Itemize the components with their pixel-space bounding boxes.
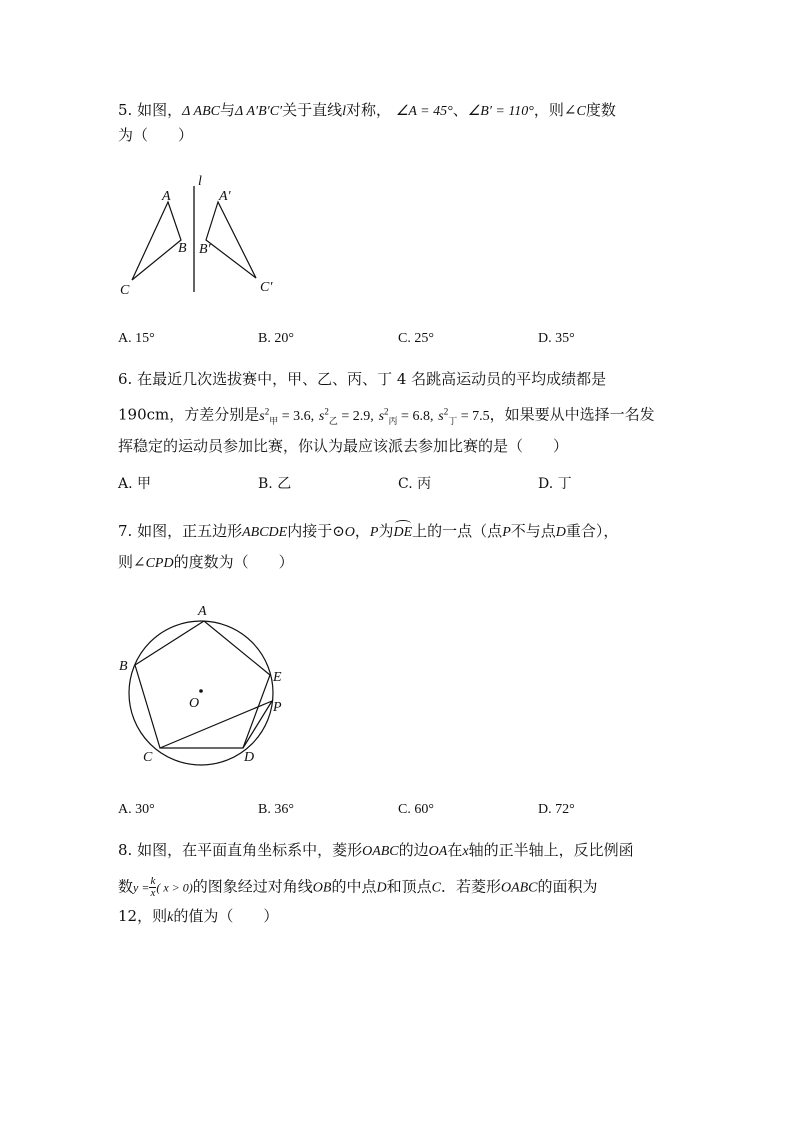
q8-text: 的中点 [331, 877, 377, 896]
q8-text: 12，则 [118, 907, 168, 925]
q8-text: 和顶点 [386, 877, 432, 896]
q6-variance-yi: $s^2_乙 = 2.9$, [318, 406, 374, 426]
q6-line3: 挥稳定的运动员参加比赛，你认为最应该派去参加比赛的是（ ） [118, 437, 569, 455]
q8-point-c: C [431, 880, 441, 896]
q8-text: 的边 [398, 841, 429, 859]
q7-text: 的度数为（ ） [173, 553, 294, 571]
q8-text: 8. 如图，在平面直角坐标系中，菱形 [118, 841, 363, 859]
q7-text: 内接于⊙ [287, 522, 345, 540]
q6-text: ，如果要从中选择一名发 [489, 405, 655, 424]
q6-option-d[interactable]: D. 丁 [538, 476, 572, 492]
q7-text: 不与点 [510, 522, 556, 540]
q5-c: C [576, 104, 586, 119]
q8-x-axis: x [462, 844, 469, 859]
q5-angle-b: ∠B′ = 110° [467, 104, 534, 119]
q5-angle-a: ∠A = 45° [395, 104, 453, 119]
q8-point-d: D [376, 880, 387, 896]
q7-pentagon: ABCDE [242, 525, 288, 540]
q7-option-a[interactable]: A. 30° [118, 802, 155, 817]
q8-rhombus: OABC [500, 880, 538, 896]
q5-text: 对称， [346, 101, 392, 119]
q8-function-y: y = [133, 880, 150, 895]
q7-label-o: O [189, 696, 200, 711]
q8-fraction: $\frac{k}{x}$ [150, 875, 156, 899]
q8-diagonal-ob: OB [312, 880, 332, 896]
q7-line1 [118, 521, 618, 543]
q8-line3 [118, 906, 278, 928]
q5-option-d[interactable]: D. 35° [538, 331, 575, 346]
q6-option-b[interactable]: B. 乙 [258, 476, 292, 492]
q7-label-b: B [119, 659, 128, 674]
q7-d: D [555, 525, 566, 540]
q8-line2 [118, 876, 598, 899]
q5-text: 关于直线 [282, 101, 343, 119]
q5-label-c2: C′ [260, 280, 273, 295]
q8-line1 [118, 840, 634, 862]
q5-option-c[interactable]: C. 25° [398, 331, 434, 346]
q7-p: P [369, 525, 379, 540]
q7-angle-cpd: CPD [145, 556, 174, 571]
q7-label-p: P [273, 700, 282, 715]
q7-option-b[interactable]: B. 36° [258, 802, 294, 817]
q8-side-oa: OA [428, 844, 448, 859]
q7-line2 [118, 552, 294, 574]
q8-k: k [167, 910, 174, 925]
q5-label-l: l [198, 174, 202, 189]
q5-text: 与 [220, 101, 236, 119]
q7-label-c: C [143, 750, 153, 765]
q5-text: 、 [452, 101, 468, 119]
q7-o: O [344, 525, 355, 540]
q8-text: 的图象经过对角线 [192, 877, 313, 896]
q8-text: 的值为（ ） [173, 907, 279, 925]
q5-triangle-right [206, 202, 256, 278]
q5-label-a2: A′ [219, 189, 231, 204]
q6-variance-bing: $s^2_丙 = 6.8$, [378, 406, 434, 426]
q8-text: 的面积为 [537, 877, 598, 896]
q7-circle [129, 621, 273, 765]
q7-arc-de: DE [394, 523, 413, 543]
q8-condition: ( x > 0) [156, 880, 193, 895]
q7-p: P [502, 525, 511, 540]
q7-text: 上的一点（点 [412, 522, 503, 540]
q6-option-c[interactable]: C. 丙 [398, 476, 432, 492]
q5-triangle-a2b2c2: Δ A′B′C′ [235, 104, 283, 119]
q5-text: ，则∠ [533, 101, 577, 119]
q5-label-b: B [178, 241, 187, 256]
q6-line2 [118, 401, 655, 430]
q5-label-b2: B′ [199, 242, 211, 257]
q5-triangle-left [132, 202, 181, 280]
q6-variance-jia: $s^2_甲 = 3.6$, [259, 406, 315, 426]
q6-variance-ding: $s^2_丁 = 7.5$ [438, 406, 490, 426]
q7-text: 重合）， [565, 522, 619, 540]
q7-text: 7. 如图，正五边形 [118, 522, 243, 540]
q5-option-a[interactable]: A. 15° [118, 331, 155, 346]
q7-text: 则∠ [118, 553, 146, 571]
q7-label-e: E [273, 670, 282, 685]
q5-triangle-abc: Δ ABC [182, 104, 220, 119]
q5-label-c: C [120, 283, 130, 298]
q8-text: 在 [447, 841, 463, 859]
q5-label-a: A [162, 189, 171, 204]
q5-line-l: l [342, 104, 347, 119]
q7-text: 为 [378, 522, 394, 540]
q7-text: ， [354, 522, 370, 540]
q8-text: 轴的正半轴上，反比例函 [468, 841, 634, 859]
q7-center-dot [199, 689, 203, 693]
q5-text: 度数 [585, 101, 616, 119]
q7-option-c[interactable]: C. 60° [398, 802, 434, 817]
q7-label-d: D [244, 750, 255, 765]
q6-line1: 6. 在最近几次选拔赛中，甲、乙、丙、丁 4 名跳高运动员的平均成绩都是 [118, 370, 607, 388]
q6-option-a[interactable]: A. 甲 [118, 476, 152, 492]
q5-figure [110, 170, 290, 300]
q8-text: ．若菱形 [440, 877, 501, 896]
q8-rhombus: OABC [362, 844, 399, 859]
q5-line1 [118, 100, 616, 122]
q6-text: 190cm，方差分别是 [118, 405, 260, 424]
q8-text: 数 [118, 877, 134, 896]
q7-option-d[interactable]: D. 72° [538, 802, 575, 817]
q7-label-a: A [198, 604, 207, 619]
q7-figure [110, 595, 300, 770]
q5-text: 5. 如图， [118, 101, 183, 119]
q5-option-b[interactable]: B. 20° [258, 331, 294, 346]
q5-line2: 为（ ） [118, 126, 194, 144]
